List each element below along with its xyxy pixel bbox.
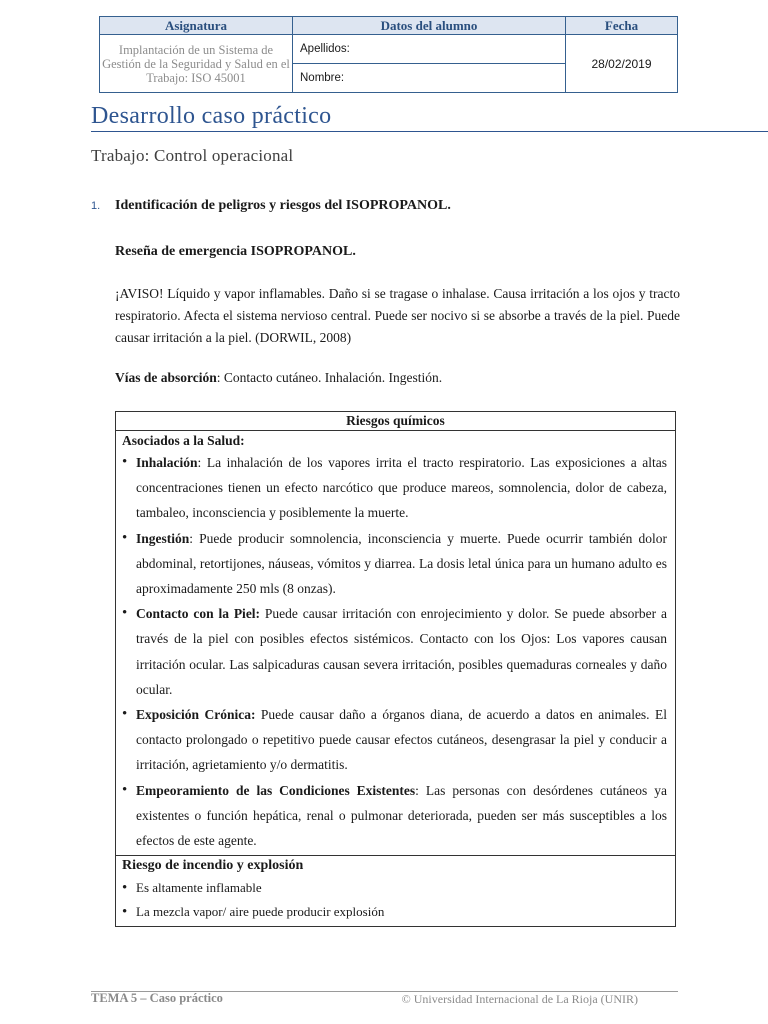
health-risk-list [116,450,675,853]
risk-term: Contacto con la Piel: [136,606,261,622]
header-table [99,16,678,93]
list-item [136,601,667,702]
list-item: • Es altamente inflamable [136,876,667,900]
list-item [136,526,667,602]
title-rule [91,131,768,132]
resena-heading: Reseña de emergencia ISOPROPANOL. [115,244,356,259]
list-item [136,702,667,778]
subject-name: Implantación de un Sistema de Gestión de la Seguridad y Salud en el Trabajo: ISO 45001 [100,35,293,93]
risk-term: Empeoramiento de las Condiciones Existentes [136,782,416,798]
name-field[interactable]: Nombre: [293,64,566,93]
risk-text: Puede causar daño a órganos diana, de acuerdo a datos en animales. El contacto prolongado o repetitivo puede causar efectos cutáneos, desengrasar la piel y conducir a irritación, agrietamiento y/o dermatitis. [136,707,667,773]
list-item [136,450,667,526]
surname-field[interactable]: Apellidos: [293,35,566,64]
risk-text: : Las personas con desórdenes cutáneos ya existentes o función hepática, renal o pulmonar deteriorada, pueden ser más susceptibles a los efectos de este agente. [136,782,667,849]
vias-text: : Contacto cutáneo. Inhalación. Ingestión. [216,370,443,385]
section-heading: Identificación de peligros y riesgos del ISOPROPANOL. [115,198,451,213]
health-heading: Asociados a la Salud: [122,433,245,448]
risk-term: Inhalación [136,455,198,470]
list-item: • La mezcla vapor/ aire puede producir explosión [136,900,667,924]
risk-term: Ingestión [136,530,190,546]
list-item [136,778,667,854]
fire-risk-list [116,876,675,924]
risk-text: Puede causar irritación con enrojecimiento y dolor. Se puede absorber a través de la piel con posibles efectos sistémicos. Contacto con los Ojos: Los vapores causan irritación ocular. Las salpicaduras causan severa irritación, posibles quemaduras corneales y daño ocular. [136,606,667,697]
section-number: 1. [91,200,101,212]
footer-right: © Universidad Internacional de La Rioja (UNIR) [401,992,638,1006]
risk-term: Exposición Crónica: [136,707,256,723]
header-col-subject: Asignatura [100,17,293,35]
vias-absorcion [115,370,442,386]
header-col-student: Datos del alumno [293,17,566,35]
risk-text: : Puede producir somnolencia, inconsciencia y muerte. Puede ocurrir también dolor abdominal, retortijones, náuseas, vómitos y diarrea. La dosis letal única para un humano adulto es aproximadamente 250 mls (8 onzas). [136,530,667,597]
aviso-paragraph: ¡AVISO! Líquido y vapor inflamables. Daño si se tragase o inhalase. Causa irritación a los ojos y tracto respiratorio. Afecta el sistema nervioso central. Puede ser nocivo si se absorbe a través de la piel. Puede causar irritación a la piel. (DORWIL, 2008) [115,286,680,345]
risk-table [115,411,676,927]
risk-table-title: Riesgos químicos [116,412,675,431]
date-value: 28/02/2019 [566,35,678,93]
page-subtitle: Trabajo: Control operacional [91,146,294,165]
header-col-date: Fecha [566,17,678,35]
vias-label: Vías de absorción [115,370,217,385]
footer-left: TEMA 5 – Caso práctico [91,991,223,1005]
risk-text: : La inhalación de los vapores irrita el tracto respiratorio. Las exposiciones a altas concentraciones tienen un efecto narcótico que produce mareos, somnolencia, dolor de cabeza, tambaleo, inconsciencia y posiblemente la muerte. [136,455,667,521]
page-title: Desarrollo caso práctico [91,103,332,129]
fire-heading: Riesgo de incendio y explosión [122,858,304,874]
